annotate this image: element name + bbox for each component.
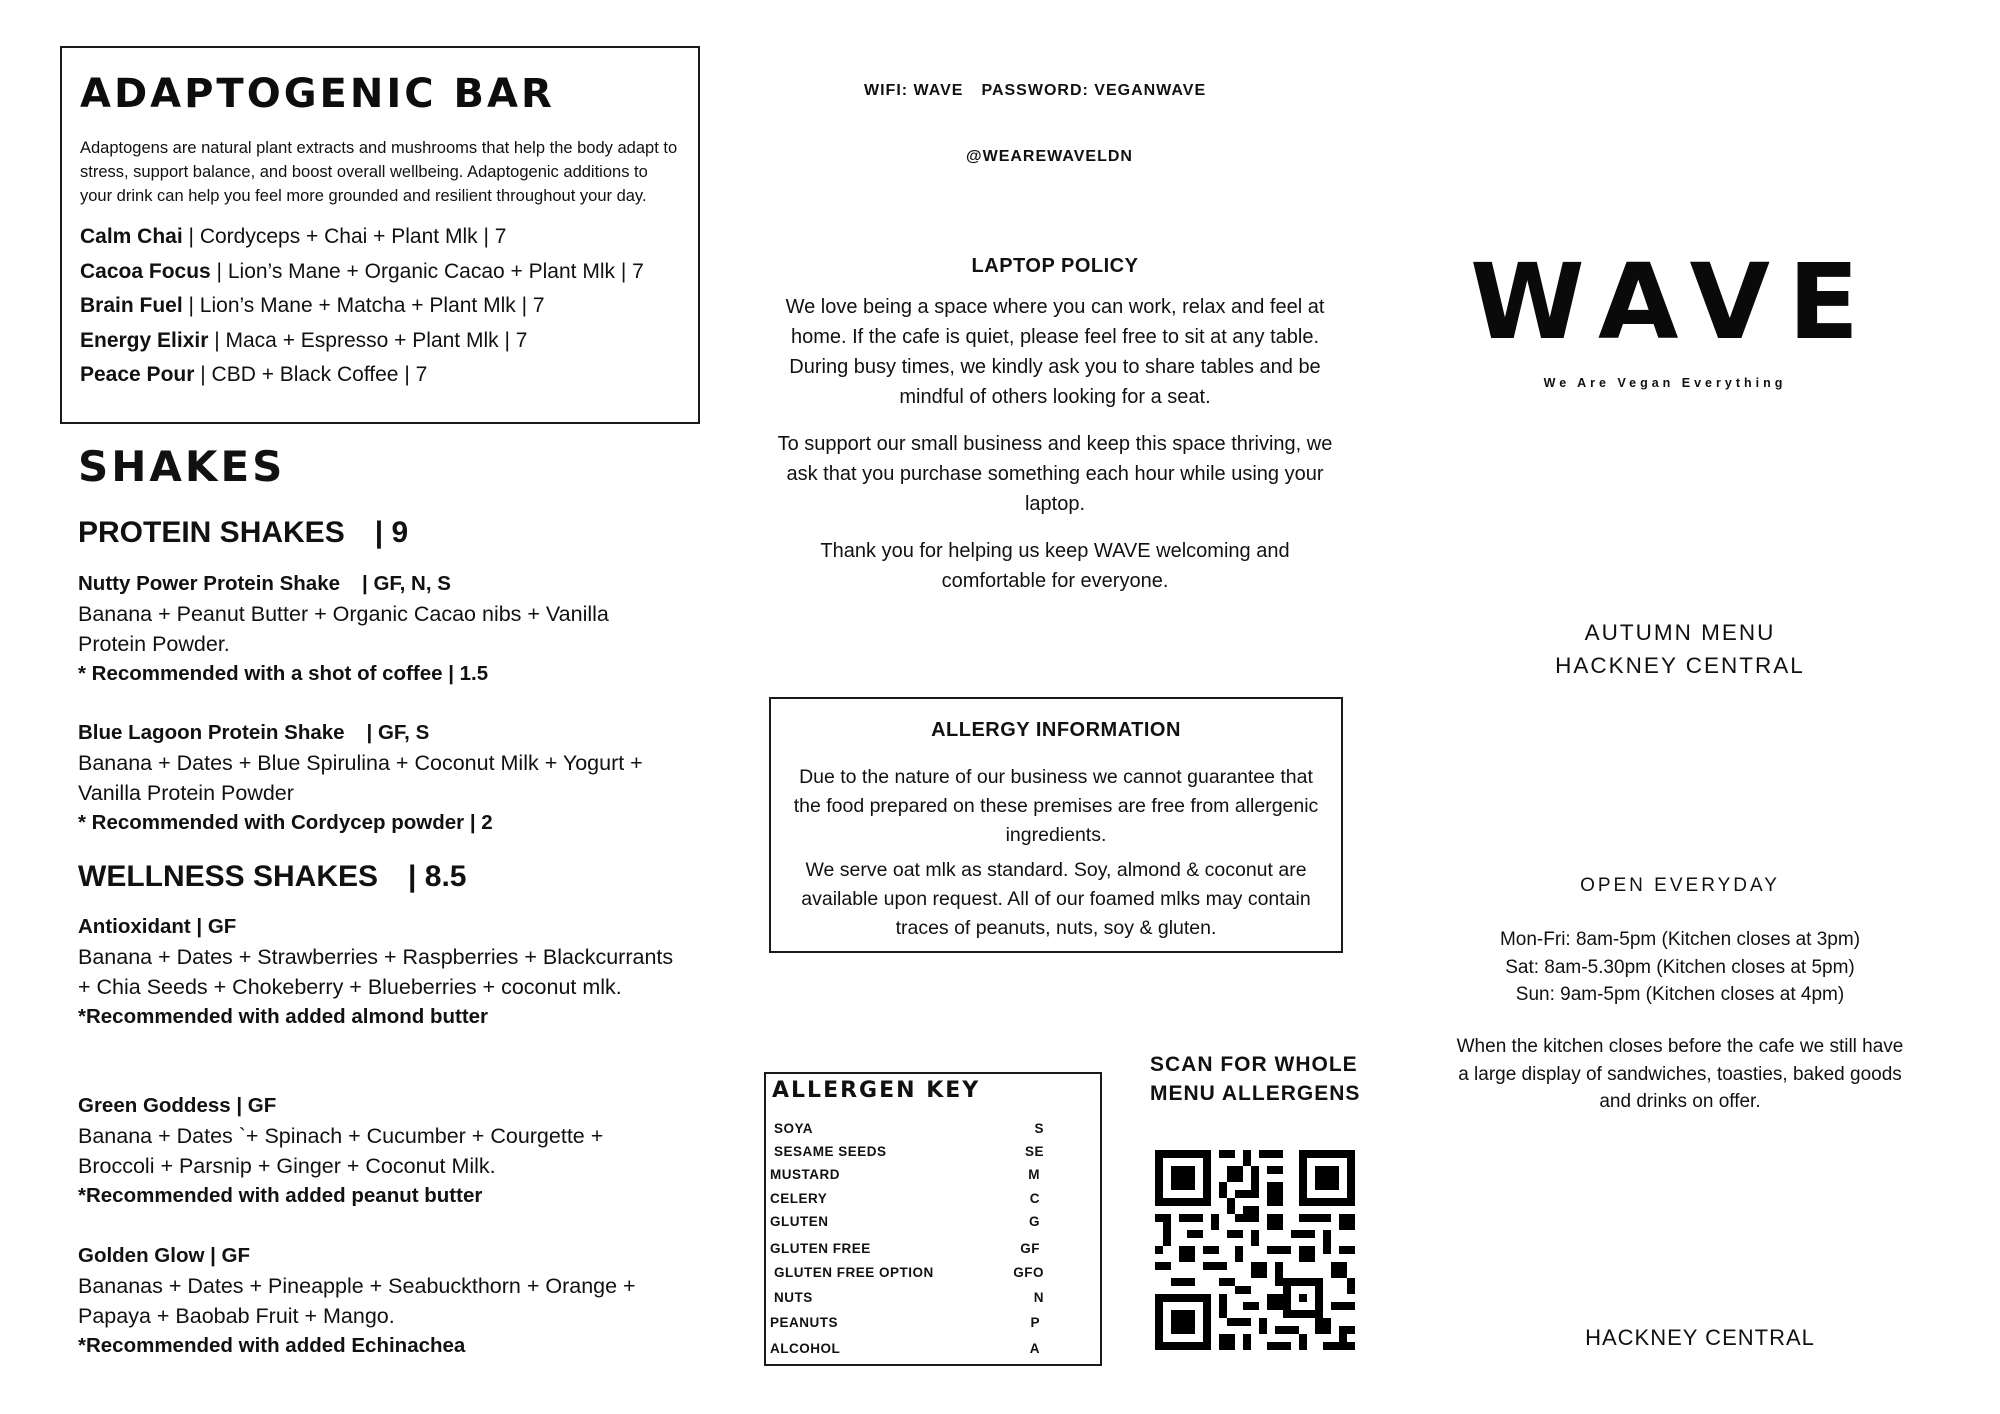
shake-ingredients: Banana + Dates `+ Spinach + Cucumber + Courgette + Broccoli + Parsnip + Ginger + Coconut Milk. [78, 1124, 604, 1178]
shake-name: Nutty Power Protein Shake [78, 572, 341, 595]
adaptogenic-item-name: Calm Chai [80, 225, 183, 248]
allergen-code: P [1030, 1315, 1040, 1330]
adaptogenic-item-detail: | Maca + Espresso + Plant Mlk | 7 [208, 328, 528, 352]
opening-hours-line: Mon-Fri: 8am-5pm (Kitchen closes at 3pm) [1499, 929, 1861, 950]
menu-location: HACKNEY CENTRAL [1555, 653, 1805, 678]
wave-logo: WAVE [1470, 241, 1878, 363]
laptop-policy-text: We love being a space where you can work, relax and feel at home. If the cafe is quiet, please feel free to sit at any table. During busy times, we kindly ask you to share tables and be mindful of others looking for a seat. [785, 296, 1325, 408]
adaptogenic-item-detail: | CBD + Black Coffee | 7 [194, 363, 428, 386]
shake-ingredients: Banana + Dates + Blue Spirulina + Coconut Milk + Yogurt + Vanilla Protein Powder [78, 751, 643, 805]
adaptogenic-bar-title: ADAPTOGENIC BAR [80, 71, 555, 117]
scan-label-line: MENU ALLERGENS [1150, 1082, 1361, 1105]
allergen-key-row [770, 1166, 1040, 1184]
wellness-shakes-label: WELLNESS SHAKES [78, 860, 379, 893]
adaptogenic-item [80, 324, 680, 359]
allergen-key-row [774, 1289, 1044, 1307]
adaptogenic-item [80, 358, 680, 393]
adaptogenic-item-name: Peace Pour [80, 363, 195, 386]
allergen-label: GLUTEN FREE OPTION [774, 1265, 934, 1280]
shake-ingredients: Banana + Peanut Butter + Organic Cacao nibs + Vanilla Protein Powder. [78, 602, 609, 656]
opening-hours-line: Sat: 8am-5.30pm (Kitchen closes at 5pm) [1505, 956, 1855, 978]
menu-season: AUTUMN MENU [1584, 620, 1776, 645]
allergen-key-row [774, 1143, 1044, 1161]
wellness-shakes-heading [78, 862, 466, 892]
shake-item [78, 912, 678, 1032]
laptop-policy-text: Thank you for helping us keep WAVE welcoming and comfortable for everyone. [820, 540, 1290, 592]
brand-tagline: We Are Vegan Everything [1543, 376, 1787, 390]
shake-recommendation: * Recommended with Cordycep powder | 2 [78, 811, 493, 834]
adaptogenic-item-detail: | Lion’s Mane + Organic Cacao + Plant Mlk | 7 [210, 259, 644, 283]
menu-label [1480, 616, 1880, 682]
allergen-code: M [1028, 1167, 1040, 1182]
scan-label-line: SCAN FOR WHOLE [1150, 1053, 1358, 1076]
allergen-label: SESAME SEEDS [774, 1144, 887, 1159]
allergen-key-row [770, 1190, 1040, 1208]
allergen-key-row [774, 1264, 1044, 1282]
shake-name: Blue Lagoon Protein Shake [78, 721, 345, 744]
adaptogenic-item-name: Brain Fuel [80, 294, 183, 317]
allergy-information-text: Due to the nature of our business we cannot guarantee that the food prepared on these premises are free from allergenic ingredients. [793, 766, 1319, 846]
allergen-label: PEANUTS [770, 1315, 839, 1330]
allergen-label: GLUTEN FREE [770, 1241, 871, 1256]
adaptogenic-item [80, 220, 680, 255]
allergen-label: MUSTARD [770, 1167, 840, 1182]
protein-shakes-price: | 9 [374, 516, 409, 549]
protein-shakes-heading [78, 518, 408, 548]
allergen-code: C [1029, 1191, 1040, 1206]
laptop-policy [770, 252, 1340, 596]
shakes-title: SHAKES [78, 442, 286, 491]
opening-hours [1455, 926, 1905, 1009]
protein-shakes-label: PROTEIN SHAKES [78, 516, 345, 549]
wifi-name: WIFI: WAVE [864, 82, 964, 99]
shake-ingredients: Bananas + Dates + Pineapple + Seabuckthorn + Orange + Papaya + Baobab Fruit + Mango. [78, 1274, 636, 1328]
open-everyday-label: OPEN EVERYDAY [1580, 875, 1780, 896]
allergen-key-panel [764, 1072, 1102, 1366]
allergen-label: SOYA [774, 1121, 814, 1136]
allergen-key-row [770, 1213, 1040, 1231]
allergen-code: SE [1024, 1144, 1044, 1159]
wellness-shakes-price: | 8.5 [408, 860, 467, 893]
adaptogenic-item-detail: | Lion’s Mane + Matcha + Plant Mlk | 7 [182, 294, 545, 317]
allergen-key-row [770, 1240, 1040, 1258]
scan-allergens-label [1150, 1050, 1360, 1108]
adaptogenic-description: Adaptogens are natural plant extracts and mushrooms that help the body adapt to stress, support balance, and boost overall wellbeing. Adaptogenic additions to your drink can help you feel more grounded and resilient throughout your day. [80, 139, 678, 205]
shake-recommendation: *Recommended with added Echinachea [78, 1334, 466, 1357]
shake-name-row [78, 718, 678, 748]
shake-item [78, 718, 678, 838]
allergen-code: A [1029, 1341, 1040, 1356]
adaptogenic-item-detail: | Cordyceps + Chai + Plant Mlk | 7 [182, 225, 507, 248]
footer-location: HACKNEY CENTRAL [1585, 1325, 1815, 1350]
allergen-label: ALCOHOL [770, 1341, 841, 1356]
adaptogenic-bar-panel [60, 46, 700, 424]
shake-name-row [78, 569, 678, 599]
laptop-policy-text: To support our small business and keep this space thriving, we ask that you purchase something each hour while using your laptop. [777, 433, 1333, 515]
allergy-information-panel [769, 697, 1343, 953]
adaptogenic-item-name: Energy Elixir [80, 328, 209, 352]
shake-name: Golden Glow | GF [78, 1244, 251, 1267]
shake-item [78, 569, 678, 689]
adaptogenic-item [80, 289, 680, 324]
allergen-key-row [774, 1120, 1044, 1138]
shake-ingredients: Banana + Dates + Strawberries + Raspberries + Blackcurrants + Chia Seeds + Chokeberry + Blueberries + coconut mlk. [78, 945, 674, 999]
allergen-code: S [1034, 1121, 1044, 1136]
shake-name: Green Goddess | GF [78, 1094, 277, 1117]
wifi-password: PASSWORD: VEGANWAVE [981, 82, 1207, 99]
shake-item [78, 1091, 678, 1211]
allergen-label: CELERY [770, 1191, 828, 1206]
shake-tags: | GF, N, S [362, 572, 451, 595]
allergen-label: NUTS [774, 1290, 813, 1305]
wifi-info [864, 82, 1206, 100]
allergen-code: G [1028, 1214, 1040, 1229]
shake-recommendation: *Recommended with added peanut butter [78, 1184, 483, 1207]
adaptogenic-item-name: Cacoa Focus [80, 259, 211, 283]
laptop-policy-title: LAPTOP POLICY [971, 255, 1139, 277]
allergen-label: GLUTEN [770, 1214, 829, 1229]
allergen-qr-code[interactable] [1155, 1150, 1355, 1350]
shake-recommendation: * Recommended with a shot of coffee | 1.5 [78, 662, 489, 685]
adaptogenic-list [80, 220, 680, 393]
opening-hours-line: Sun: 9am-5pm (Kitchen closes at 4pm) [1515, 984, 1845, 1005]
shake-item [78, 1241, 678, 1361]
allergen-key-row [770, 1340, 1040, 1358]
shake-tags: | GF, S [366, 721, 430, 744]
allergen-key-row [770, 1314, 1040, 1332]
shake-name: Antioxidant | GF [78, 915, 237, 938]
allergy-information-text: We serve oat mlk as standard. Soy, almond & coconut are available upon request. All of our foamed mlks may contain traces of peanuts, nuts, soy & gluten. [801, 859, 1311, 939]
social-handle: @WEAREWAVELDN [966, 148, 1133, 165]
allergen-code: GF [1020, 1241, 1040, 1256]
allergen-key-title: ALLERGEN KEY [772, 1078, 981, 1103]
kitchen-closing-note: When the kitchen closes before the cafe we still have a large display of sandwiches, toasties, baked goods and drinks on offer. [1456, 1036, 1904, 1112]
allergen-code: GFO [1013, 1265, 1044, 1280]
adaptogenic-item [80, 255, 680, 290]
allergen-code: N [1033, 1290, 1044, 1305]
allergy-information-title: ALLERGY INFORMATION [931, 719, 1181, 741]
shake-recommendation: *Recommended with added almond butter [78, 1005, 489, 1028]
